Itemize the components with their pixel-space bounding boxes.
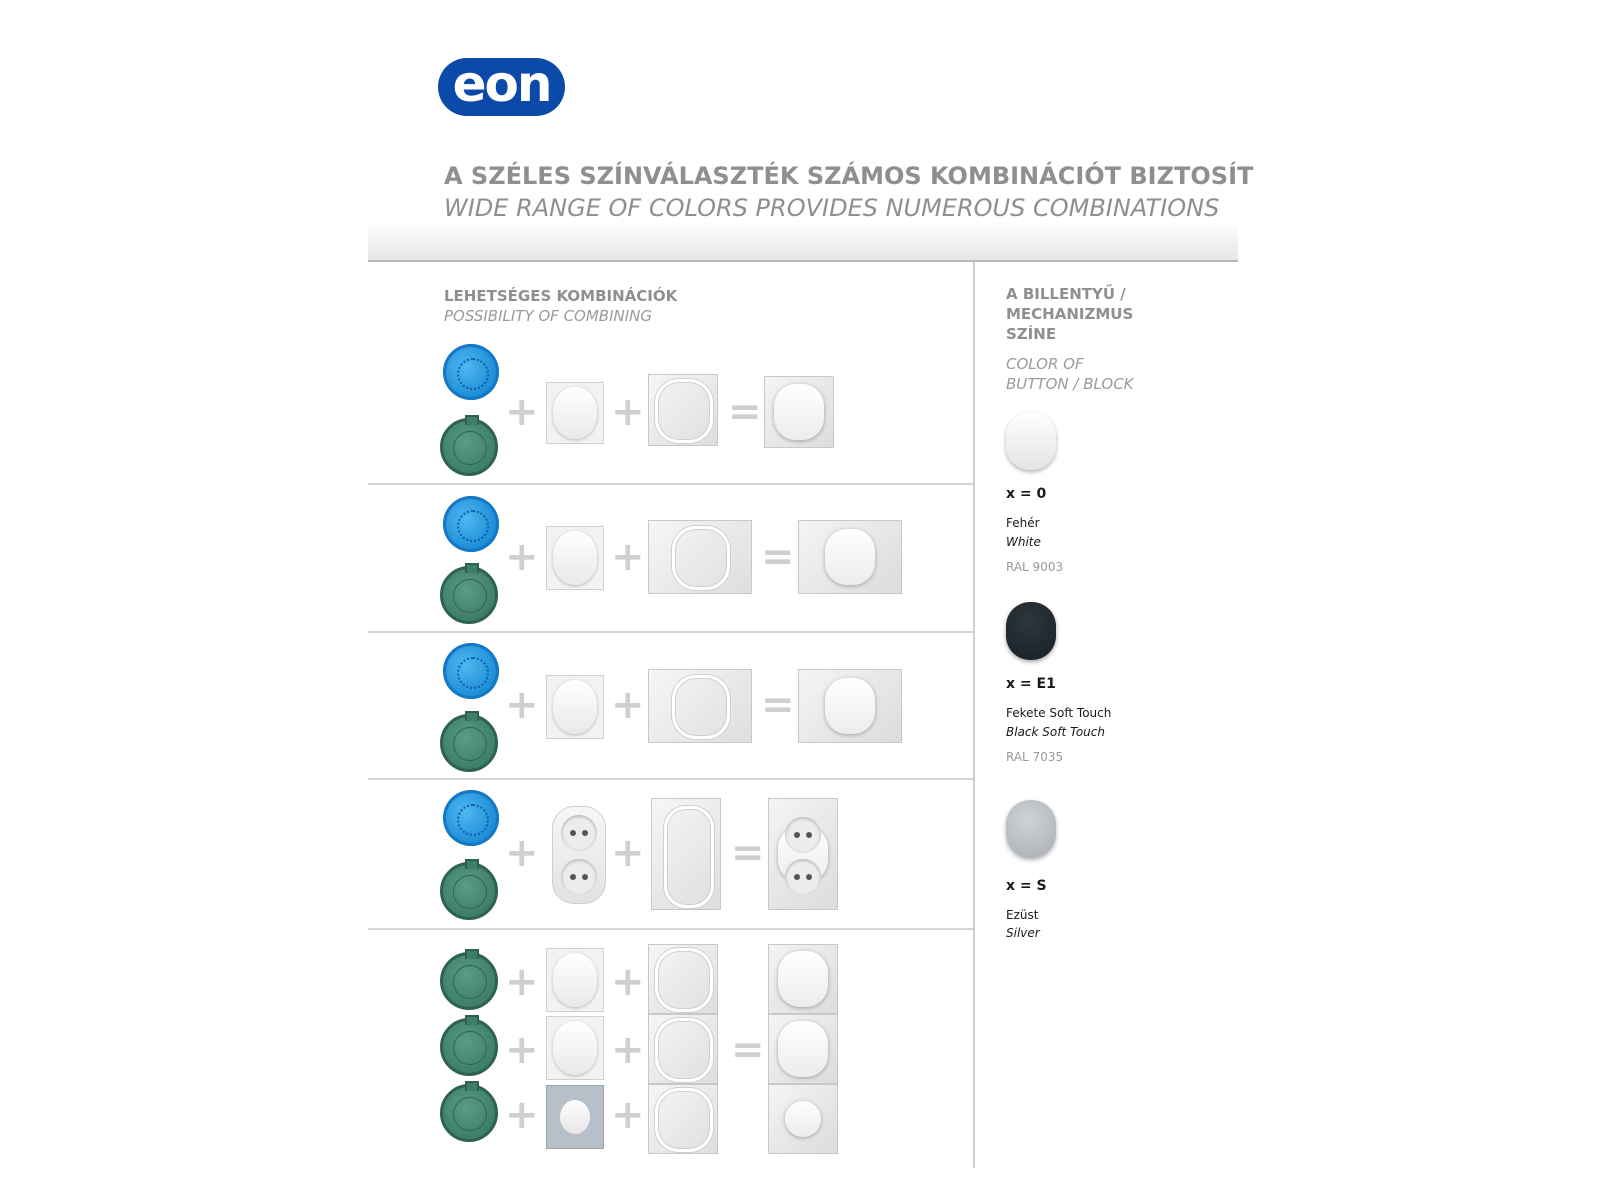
button-color-title-en-1: COLOR OF <box>1006 355 1084 373</box>
row-divider <box>368 778 973 780</box>
plus-sign: + <box>611 830 645 876</box>
button-color-title-en-2: BUTTON / BLOCK <box>1006 375 1134 393</box>
frame-icon <box>648 374 718 446</box>
combining-title-hu: LEHETSÉGES KOMBINÁCIÓK <box>444 287 678 305</box>
switch-mechanism-icon <box>546 675 604 739</box>
green-flush-box-icon <box>440 952 498 1010</box>
column-divider <box>973 262 975 1168</box>
blue-flush-box-icon <box>443 790 499 846</box>
equals-sign: = <box>728 389 762 435</box>
assembled-switch-icon <box>768 1014 838 1084</box>
color-name-hu: Fehér <box>1006 516 1040 530</box>
switch-mechanism-icon <box>546 526 604 590</box>
plus-sign: + <box>505 534 539 580</box>
frame-icon <box>648 944 718 1014</box>
green-flush-box-icon <box>440 862 498 920</box>
plus-sign: + <box>611 959 645 1005</box>
green-flush-box-icon <box>440 714 498 772</box>
button-color-title-hu-2: MECHANIZMUS <box>1006 305 1134 323</box>
color-code: x = S <box>1006 878 1047 894</box>
equals-sign: = <box>731 830 765 876</box>
eon-logo <box>438 55 565 116</box>
socket-outlet-icon <box>785 817 821 853</box>
plus-sign: + <box>505 1027 539 1073</box>
double-switch-mechanism-icon <box>546 948 604 1012</box>
plus-sign: + <box>611 1092 645 1138</box>
socket-outlet-icon <box>785 859 821 895</box>
green-flush-box-icon <box>440 418 498 476</box>
color-name-en: White <box>1006 535 1041 549</box>
assembled-switch-icon <box>798 669 902 743</box>
plus-sign: + <box>505 682 539 728</box>
row-divider <box>368 483 973 485</box>
color-name-en: Black Soft Touch <box>1006 725 1105 739</box>
equals-sign: = <box>761 682 795 728</box>
color-name-hu: Ezüst <box>1006 908 1039 922</box>
dimmer-mechanism-icon <box>546 1085 604 1149</box>
plus-sign: + <box>611 682 645 728</box>
switch-mechanism-icon <box>546 1016 604 1080</box>
headline-en: WIDE RANGE OF COLORS PROVIDES NUMEROUS COMBINATIONS <box>444 194 1220 222</box>
assembled-switch-icon <box>798 520 902 594</box>
blue-flush-box-icon <box>443 344 499 400</box>
green-flush-box-icon <box>440 1018 498 1076</box>
assembled-double-switch-icon <box>768 944 838 1014</box>
row-divider <box>368 631 973 633</box>
vertical-frame-icon <box>651 798 721 910</box>
blue-flush-box-icon <box>443 643 499 699</box>
headline-hu: A SZÉLES SZÍNVÁLASZTÉK SZÁMOS KOMBINÁCIÓT BIZTOSÍT <box>444 162 1254 190</box>
color-name-en: Silver <box>1006 926 1040 940</box>
silver-swatch-icon <box>1006 800 1056 858</box>
plus-sign: + <box>505 1092 539 1138</box>
ral-code: RAL 7035 <box>1006 750 1064 764</box>
white-swatch-icon <box>1006 412 1056 470</box>
wide-frame-icon <box>648 520 752 594</box>
green-flush-box-icon <box>440 1084 498 1142</box>
button-color-title-hu-1: A BILLENTYŰ / <box>1006 285 1126 303</box>
frame-icon <box>648 1084 718 1154</box>
button-color-title-hu-3: SZÍNE <box>1006 325 1057 343</box>
assembled-switch-icon <box>764 376 834 448</box>
plus-sign: + <box>611 1027 645 1073</box>
header-band <box>368 222 1238 262</box>
switch-mechanism-icon <box>546 382 604 444</box>
plus-sign: + <box>505 389 539 435</box>
ral-code: RAL 9003 <box>1006 560 1064 574</box>
green-flush-box-icon <box>440 566 498 624</box>
color-code: x = 0 <box>1006 486 1047 502</box>
logo-text: eon <box>452 55 551 113</box>
wide-frame-icon <box>648 669 752 743</box>
plus-sign: + <box>611 389 645 435</box>
color-name-hu: Fekete Soft Touch <box>1006 706 1112 720</box>
double-socket-mechanism-icon <box>552 806 606 904</box>
socket-outlet-icon <box>561 859 597 895</box>
assembled-double-socket-icon <box>768 798 838 910</box>
plus-sign: + <box>505 959 539 1005</box>
color-code: x = E1 <box>1006 676 1056 692</box>
plus-sign: + <box>505 830 539 876</box>
assembled-dimmer-icon <box>768 1084 838 1154</box>
equals-sign: = <box>731 1027 765 1073</box>
socket-outlet-icon <box>561 815 597 851</box>
equals-sign: = <box>761 534 795 580</box>
combining-title-en: POSSIBILITY OF COMBINING <box>444 307 653 325</box>
row-divider <box>368 928 973 930</box>
frame-icon <box>648 1014 718 1084</box>
blue-flush-box-icon <box>443 496 499 552</box>
plus-sign: + <box>611 534 645 580</box>
black-swatch-icon <box>1006 602 1056 660</box>
